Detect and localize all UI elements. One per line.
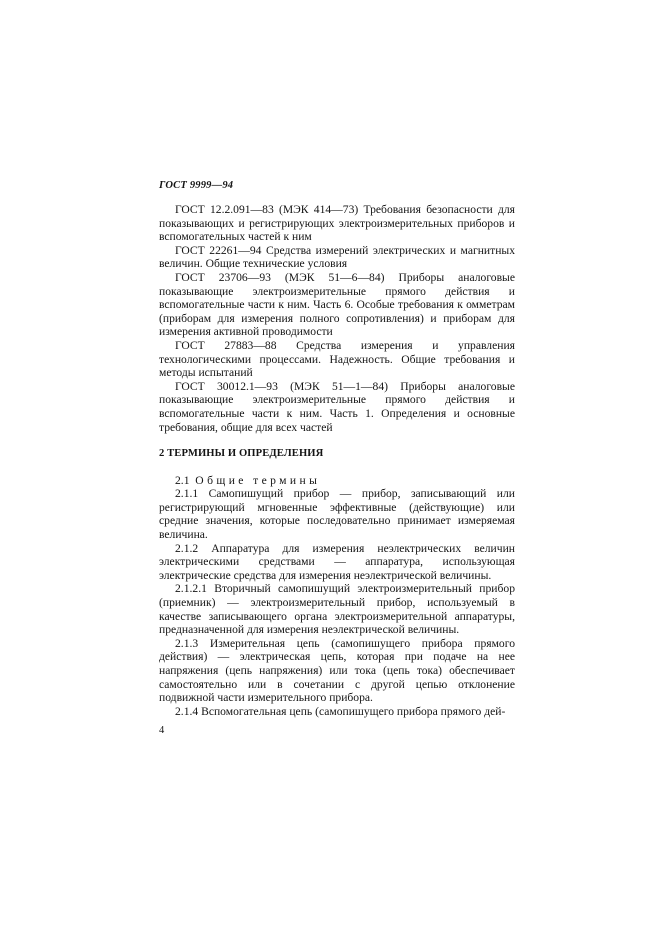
- reference-item: ГОСТ 22261—94 Средства измерений электрических и магнитных величин. Общие технические условия: [159, 243, 515, 271]
- reference-item: ГОСТ 27883—88 Средства измерения и управления технологическими процессами. Надежность. Общие требования и методы испытаний: [159, 338, 515, 380]
- definition-item: 2.1.1 Самопишущий прибор — прибор, записывающий или регистрирующий мгновенные эффективные (действующие) или средние значения, которые последовательно принимает измеряемая величина.: [159, 487, 515, 542]
- definition-item: 2.1.4 Вспомогательная цепь (самопишущего прибора прямого дей-: [175, 704, 506, 718]
- reference-item: ГОСТ 30012.1—93 (МЭК 51—1—84) Приборы аналоговые показывающие электроизмерительные прямого действия и вспомогательные части к ним. Часть 1. Определения и основные требования, общие для всех частей: [159, 379, 515, 434]
- definition-item: 2.1.3 Измерительная цепь (самопишущего прибора прямого действия) — электрическая цепь, которая при подаче на нее напряжения (цепь напряжения) или тока (цепь тока) обеспечивает самостоятельно или в сочетании с другой цепью отклонение подвижной части измерительного прибора.: [159, 636, 515, 705]
- section-heading: 2 ТЕРМИНЫ И ОПРЕДЕЛЕНИЯ: [159, 448, 324, 460]
- subsection-heading: [159, 474, 515, 488]
- reference-item: ГОСТ 23706—93 (МЭК 51—6—84) Приборы аналоговые показывающие электроизмерительные прямого действия и вспомогательные части к ним. Часть 6. Особые требования к омметрам (приборам для измерения полного сопротивления) и приборам для измерения активной проводимости: [159, 270, 515, 339]
- reference-item: ГОСТ 12.2.091—83 (МЭК 414—73) Требования безопасности для показывающих и регистрирующих электроизмерительных приборов и вспомогательных частей к ним: [159, 203, 515, 244]
- document-header: ГОСТ 9999—94: [159, 180, 234, 191]
- definition-item: 2.1.2.1 Вторичный самопишущий электроизмерительный прибор (приемник) — электроизмерительный прибор, используемый в качестве записывающего органа электроизмерительной аппаратуры, предназначенной для измерения неэлектрической величины.: [159, 582, 515, 637]
- spacer: [159, 461, 515, 474]
- definition-item: 2.1.2 Аппаратура для измерения неэлектрических величин электрическими средствами — аппаратура, использующая электрические средства для измерения неэлектрической величины.: [159, 541, 515, 582]
- subsection-title: Общие термины: [195, 473, 321, 487]
- spacer: [159, 434, 515, 447]
- subsection-number: 2.1: [175, 473, 190, 487]
- page-number: 4: [159, 725, 165, 736]
- body-text: [159, 203, 515, 718]
